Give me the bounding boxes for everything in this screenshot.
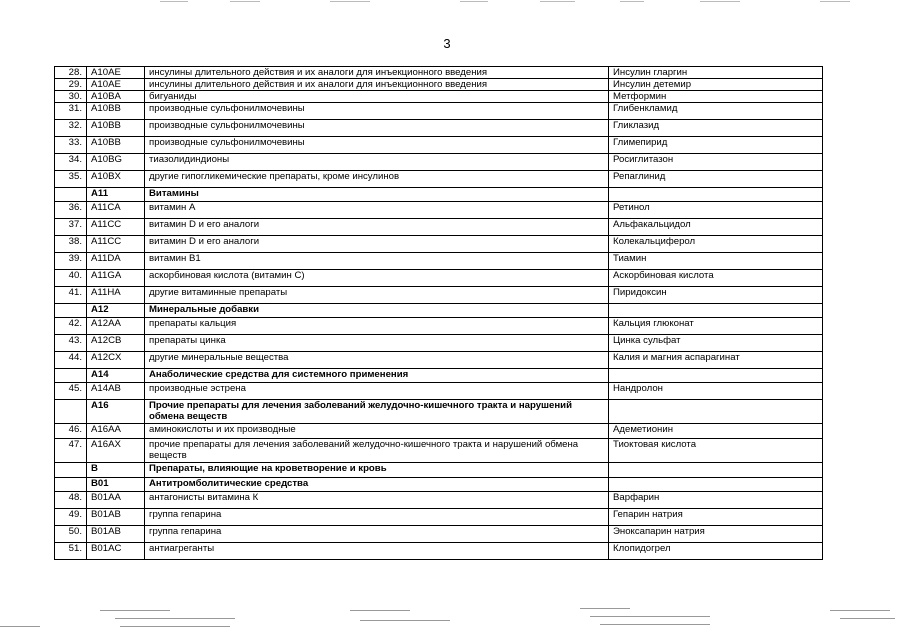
drug-name-cell: Колекальциферол <box>609 236 823 253</box>
drug-name-cell: Тиоктовая кислота <box>609 439 823 463</box>
drug-name-cell: Варфарин <box>609 492 823 509</box>
row-number-cell: 28. <box>55 67 87 79</box>
row-number-cell: 35. <box>55 171 87 188</box>
row-number-cell <box>55 304 87 318</box>
page-number: 3 <box>443 36 451 51</box>
drug-name-cell: Репаглинид <box>609 171 823 188</box>
drug-name-cell: Кальция глюконат <box>609 318 823 335</box>
atc-code-cell: A10BA <box>87 91 145 103</box>
row-number-cell: 38. <box>55 236 87 253</box>
table-row <box>55 352 823 369</box>
atc-code-cell: B <box>87 463 145 478</box>
row-number-cell: 51. <box>55 543 87 560</box>
description-cell: Препараты, влияющие на кроветворение и кровь <box>145 463 609 478</box>
row-number-cell: 29. <box>55 79 87 91</box>
description-cell: производные сульфонилмочевины <box>145 137 609 154</box>
atc-code-cell: B01AA <box>87 492 145 509</box>
drug-name-cell: Аскорбиновая кислота <box>609 270 823 287</box>
drug-name-cell <box>609 188 823 202</box>
row-number-cell: 40. <box>55 270 87 287</box>
scan-artifact-bottom <box>0 596 905 640</box>
scan-artifact-top <box>0 0 905 6</box>
row-number-cell: 50. <box>55 526 87 543</box>
table-row <box>55 120 823 137</box>
drug-name-cell: Нандролон <box>609 383 823 400</box>
row-number-cell: 41. <box>55 287 87 304</box>
drug-name-cell: Альфакальцидол <box>609 219 823 236</box>
atc-code-cell: B01AB <box>87 526 145 543</box>
atc-code-cell: A10BB <box>87 137 145 154</box>
description-cell: антиагреганты <box>145 543 609 560</box>
row-number-cell: 43. <box>55 335 87 352</box>
description-cell: прочие препараты для лечения заболеваний желудочно-кишечного тракта и нарушений обмена веществ <box>145 439 609 463</box>
description-cell: Прочие препараты для лечения заболеваний желудочно-кишечного тракта и нарушений обмена веществ <box>145 400 609 424</box>
drug-name-cell: Калия и магния аспарагинат <box>609 352 823 369</box>
atc-code-cell: B01 <box>87 478 145 492</box>
description-cell: Витамины <box>145 188 609 202</box>
atc-code-cell: A10AE <box>87 79 145 91</box>
row-number-cell: 47. <box>55 439 87 463</box>
row-number-cell: 46. <box>55 424 87 439</box>
drug-name-cell: Цинка сульфат <box>609 335 823 352</box>
drug-name-cell: Инсулин гларгин <box>609 67 823 79</box>
drug-name-cell <box>609 400 823 424</box>
row-number-cell: 45. <box>55 383 87 400</box>
row-number-cell: 39. <box>55 253 87 270</box>
table-group-row <box>55 400 823 424</box>
row-number-cell <box>55 400 87 424</box>
row-number-cell: 37. <box>55 219 87 236</box>
atc-code-cell: A10BX <box>87 171 145 188</box>
description-cell: антагонисты витамина К <box>145 492 609 509</box>
drug-name-cell <box>609 478 823 492</box>
drug-name-cell: Глимепирид <box>609 137 823 154</box>
description-cell: группа гепарина <box>145 509 609 526</box>
table-row <box>55 154 823 171</box>
table-row <box>55 103 823 120</box>
table-row <box>55 253 823 270</box>
drug-name-cell: Тиамин <box>609 253 823 270</box>
atc-code-cell: A11GA <box>87 270 145 287</box>
description-cell: витамин D и его аналоги <box>145 219 609 236</box>
table-row <box>55 492 823 509</box>
description-cell: производные сульфонилмочевины <box>145 120 609 137</box>
drug-name-cell <box>609 463 823 478</box>
table-row <box>55 383 823 400</box>
description-cell: производные сульфонилмочевины <box>145 103 609 120</box>
description-cell: витамин B1 <box>145 253 609 270</box>
description-cell: аминокислоты и их производные <box>145 424 609 439</box>
description-cell: витамин А <box>145 202 609 219</box>
row-number-cell: 42. <box>55 318 87 335</box>
description-cell: другие гипогликемические препараты, кроме инсулинов <box>145 171 609 188</box>
atc-code-cell: A10BG <box>87 154 145 171</box>
atc-code-cell: A12CB <box>87 335 145 352</box>
table-row <box>55 236 823 253</box>
row-number-cell: 49. <box>55 509 87 526</box>
atc-code-cell: A10AE <box>87 67 145 79</box>
drug-name-cell: Гликлазид <box>609 120 823 137</box>
description-cell: препараты цинка <box>145 335 609 352</box>
table-row <box>55 424 823 439</box>
row-number-cell <box>55 463 87 478</box>
atc-code-cell: A11CC <box>87 219 145 236</box>
row-number-cell: 31. <box>55 103 87 120</box>
table-group-row <box>55 369 823 383</box>
table-body <box>55 67 823 560</box>
table-group-row <box>55 304 823 318</box>
drug-name-cell: Инсулин детемир <box>609 79 823 91</box>
drug-name-cell: Клопидогрел <box>609 543 823 560</box>
drug-name-cell: Росиглитазон <box>609 154 823 171</box>
drug-name-cell <box>609 304 823 318</box>
table-row <box>55 335 823 352</box>
description-cell: другие витаминные препараты <box>145 287 609 304</box>
atc-code-cell: A10BB <box>87 103 145 120</box>
drug-name-cell: Глибенкламид <box>609 103 823 120</box>
atc-code-cell: A11DA <box>87 253 145 270</box>
table-row <box>55 318 823 335</box>
description-cell: производные эстрена <box>145 383 609 400</box>
table-row <box>55 270 823 287</box>
atc-code-cell: B01AB <box>87 509 145 526</box>
description-cell: группа гепарина <box>145 526 609 543</box>
description-cell: бигуаниды <box>145 91 609 103</box>
drug-name-cell: Эноксапарин натрия <box>609 526 823 543</box>
row-number-cell: 32. <box>55 120 87 137</box>
drug-name-cell: Метформин <box>609 91 823 103</box>
atc-code-cell: A11CA <box>87 202 145 219</box>
description-cell: препараты кальция <box>145 318 609 335</box>
atc-code-cell: A11 <box>87 188 145 202</box>
table-row <box>55 91 823 103</box>
table-row <box>55 171 823 188</box>
atc-code-cell: A12AA <box>87 318 145 335</box>
atc-code-cell: B01AC <box>87 543 145 560</box>
description-cell: инсулины длительного действия и их аналоги для инъекционного введения <box>145 67 609 79</box>
row-number-cell: 34. <box>55 154 87 171</box>
table-row <box>55 526 823 543</box>
drug-name-cell: Адеметионин <box>609 424 823 439</box>
table-row <box>55 439 823 463</box>
description-cell: витамин D и его аналоги <box>145 236 609 253</box>
row-number-cell: 44. <box>55 352 87 369</box>
atc-code-cell: A12CX <box>87 352 145 369</box>
description-cell: инсулины длительного действия и их аналоги для инъекционного введения <box>145 79 609 91</box>
description-cell: Анаболические средства для системного применения <box>145 369 609 383</box>
row-number-cell <box>55 188 87 202</box>
atc-code-cell: A11CC <box>87 236 145 253</box>
drug-name-cell <box>609 369 823 383</box>
atc-code-cell: A14 <box>87 369 145 383</box>
atc-code-cell: A14AB <box>87 383 145 400</box>
row-number-cell: 48. <box>55 492 87 509</box>
table-row <box>55 202 823 219</box>
atc-code-cell: A16 <box>87 400 145 424</box>
atc-code-cell: A16AA <box>87 424 145 439</box>
table-row <box>55 67 823 79</box>
description-cell: аскорбиновая кислота (витамин С) <box>145 270 609 287</box>
table-row <box>55 219 823 236</box>
drug-name-cell: Гепарин натрия <box>609 509 823 526</box>
description-cell: Минеральные добавки <box>145 304 609 318</box>
table-row <box>55 509 823 526</box>
table-group-row <box>55 188 823 202</box>
table-row <box>55 79 823 91</box>
row-number-cell: 33. <box>55 137 87 154</box>
row-number-cell <box>55 369 87 383</box>
table-row <box>55 287 823 304</box>
row-number-cell <box>55 478 87 492</box>
table-group-row <box>55 463 823 478</box>
table-group-row <box>55 478 823 492</box>
table-row <box>55 137 823 154</box>
row-number-cell: 30. <box>55 91 87 103</box>
atc-code-cell: A11HA <box>87 287 145 304</box>
description-cell: тиазолидиндионы <box>145 154 609 171</box>
description-cell: Антитромболитические средства <box>145 478 609 492</box>
drug-name-cell: Ретинол <box>609 202 823 219</box>
description-cell: другие минеральные вещества <box>145 352 609 369</box>
drug-name-cell: Пиридоксин <box>609 287 823 304</box>
drug-list-table <box>54 66 823 560</box>
atc-code-cell: A10BB <box>87 120 145 137</box>
atc-code-cell: A16AX <box>87 439 145 463</box>
table-row <box>55 543 823 560</box>
atc-code-cell: A12 <box>87 304 145 318</box>
row-number-cell: 36. <box>55 202 87 219</box>
